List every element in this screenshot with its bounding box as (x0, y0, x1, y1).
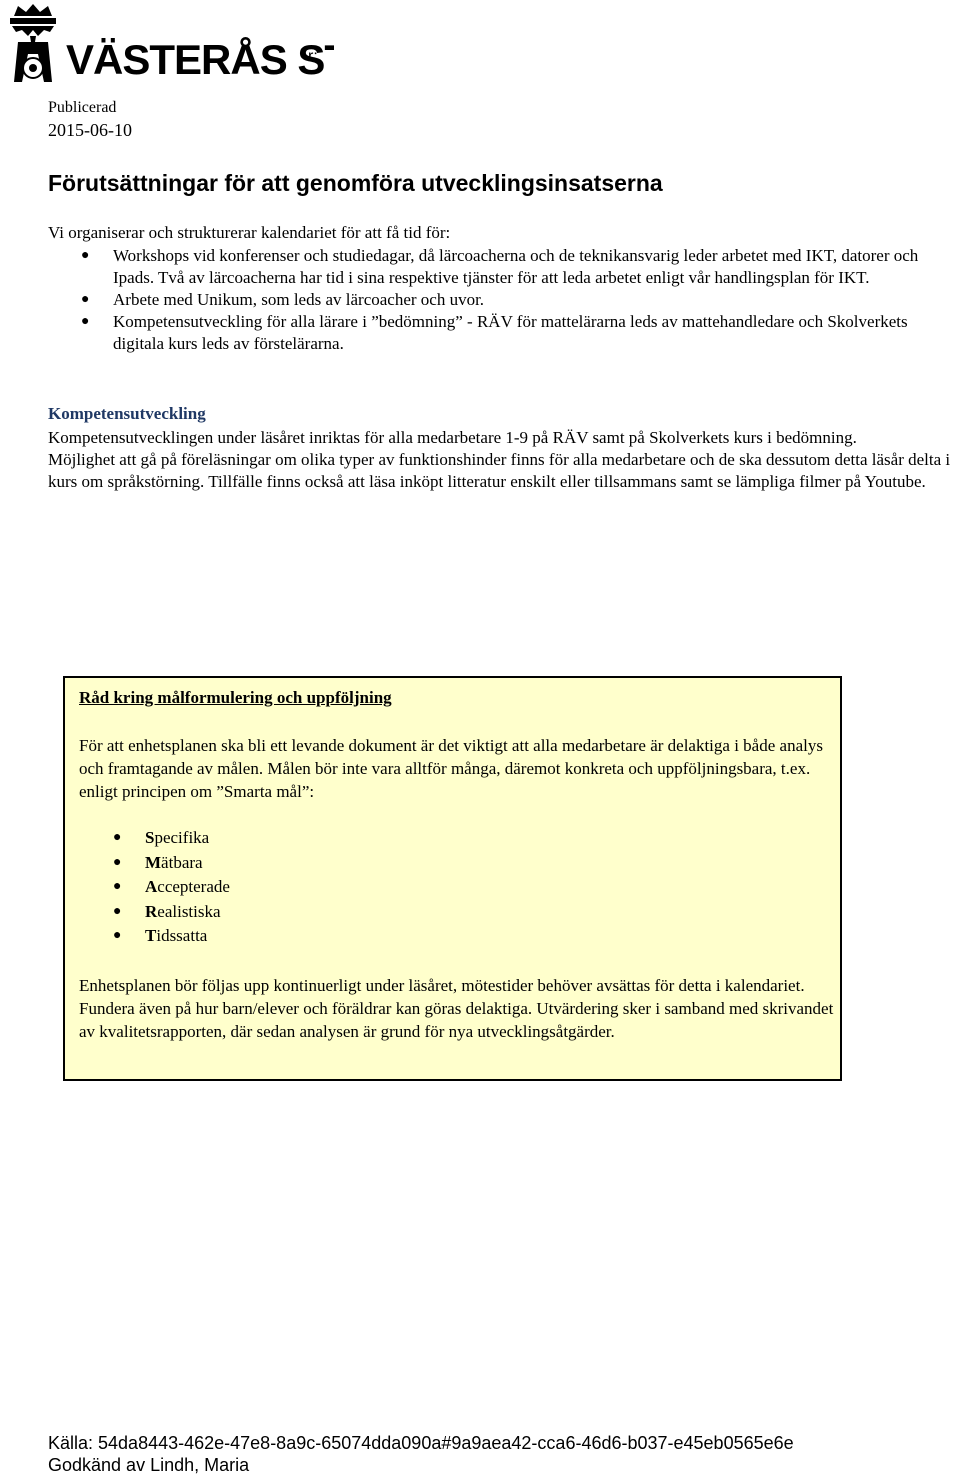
competence-heading: Kompetensutveckling (48, 404, 206, 423)
advice-paragraph-1: För att enhetsplanen ska bli ett levande dokument är det viktigt att alla medarbetare är delaktiga i både analys och framtagande av målen. Målen bör inte vara alltför många, däremot konkreta och uppföljningsbara, t.ex. enligt principen om ”Smarta mål”: (79, 736, 823, 801)
published-date: 2015-06-10 (48, 120, 132, 140)
advice-paragraph-2: Enhetsplanen bör följas upp kontinuerligt under läsåret, mötestider behöver avsättas för detta i kalendariet. Fundera även på hur barn/elever och föräldrar kan göras delaktiga. Utvärdering sker i samband med skrivandet av kvalitetsrapporten, där sedan analysen är grund för nya utvecklingsåtgärder. (79, 976, 834, 1041)
bullet-icon: ● (113, 854, 122, 870)
vasteras-stad-logo (4, 2, 334, 88)
city-emblem-icon (10, 4, 56, 82)
competence-paragraph-1: Kompetensutvecklingen under läsåret inriktas för alla medarbetare 1-9 på RÄV samt på Skolverkets kurs i bedömning. (48, 428, 857, 447)
competence-body (48, 427, 953, 493)
advice-heading: Råd kring målformulering och uppföljning (79, 688, 392, 707)
footer (48, 1432, 794, 1476)
list-item: ● Kompetensutveckling för alla lärare i ”bedömning” - RÄV för mattelärarna leds av mattehandledare och Skolverkets digitala kurs leds av förstelärarna. (81, 312, 908, 353)
list-item: ● Mätbara (113, 851, 230, 876)
advice-box (63, 676, 842, 1081)
list-item: ● Accepterade (113, 875, 230, 900)
list-item: ● Realistiska (113, 900, 230, 925)
page-title: Förutsättningar för att genomföra utvecklingsinsatserna (48, 170, 663, 196)
list-item: ● Arbete med Unikum, som leds av lärcoacher och uvor. (81, 290, 485, 309)
bullet-list (81, 245, 956, 355)
list-item: ● Workshops vid konferenser och studiedagar, då lärcoacherna och de teknikansvarig leder arbetet med IKT, datorer och Ipads. Två av lärcoacherna har tid i sina respektive tjänster för att leda arbetet enligt vår handlingsplan för IKT. (81, 246, 919, 287)
source-text: Källa: 54da8443-462e-47e8-8a9c-65074dda090a#9a9aea42-cca6-46d6-b037-e45eb0565e6e (48, 1433, 794, 1453)
intro-text: Vi organiserar och strukturerar kalendariet för att få tid för: (48, 223, 451, 242)
smart-goals-list (113, 826, 230, 949)
bullet-icon: ● (113, 903, 122, 919)
published-label: Publicerad (48, 99, 117, 116)
bullet-icon: ● (113, 830, 122, 845)
bullet-icon: ● (81, 248, 90, 263)
bullet-icon: ● (81, 292, 90, 307)
list-item: ● Specifika (113, 826, 230, 851)
bullet-icon: ● (113, 879, 122, 894)
competence-paragraph-2: Möjlighet att gå på föreläsningar om olika typer av funktionshinder finns för alla medarbetare och de ska dessutom detta läsår delta i kurs om språkstörning. Tillfälle finns också att läsa inköpt litteratur enskilt eller tillsammans samt se lämpliga filmer på Youtube. (48, 450, 951, 491)
list-item: ● Tidssatta (113, 924, 230, 949)
approved-by-text: Godkänd av Lindh, Maria (48, 1455, 250, 1475)
bullet-icon: ● (81, 314, 90, 329)
bullet-icon: ● (113, 928, 122, 943)
svg-text:VÄSTERÅS STAD: VÄSTERÅS S (66, 36, 325, 83)
logo-stray-text: r: (308, 48, 318, 65)
